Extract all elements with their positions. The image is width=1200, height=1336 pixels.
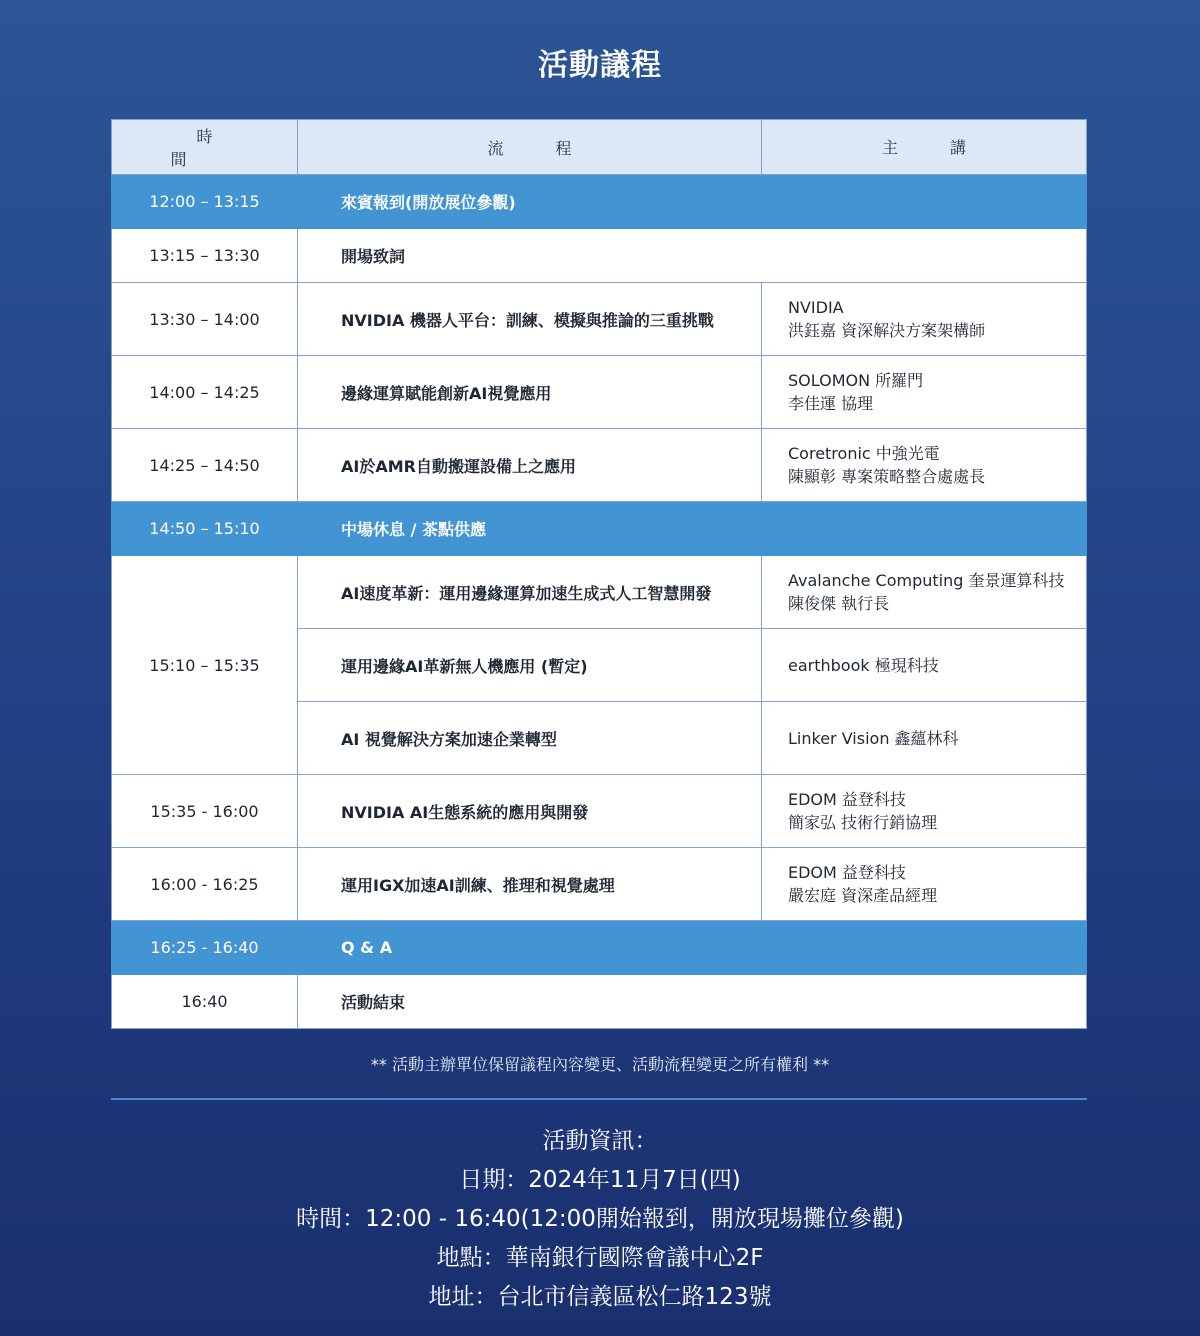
table-row (112, 283, 1087, 356)
speaker-cell (762, 556, 1087, 629)
flow-cell: 運用邊緣AI革新無人機應用 (暫定) (298, 629, 762, 702)
time-cell: 16:25 - 16:40 (112, 921, 298, 975)
table-row (112, 556, 1087, 629)
table-row (112, 356, 1087, 429)
speaker-org: NVIDIA (788, 298, 844, 317)
speaker-org: Coretronic 中強光電 (788, 444, 940, 463)
agenda-table (111, 119, 1087, 1029)
speaker-org: earthbook 極現科技 (788, 655, 939, 675)
table-row (112, 921, 1087, 975)
info-venue: 地點：華南銀行國際會議中心2F (436, 1245, 764, 1271)
info-address: 地址：台北市信義區松仁路123號 (428, 1284, 772, 1310)
flow-cell: 活動結束 (298, 975, 1087, 1029)
speaker-name: 洪鈺嘉 資深解決方案架構師 (788, 321, 986, 340)
header-time: 時間 (112, 120, 298, 175)
time-cell: 14:00 – 14:25 (112, 356, 298, 429)
speaker-name: 李佳運 協理 (788, 394, 874, 413)
header-speaker: 主講 (762, 120, 1087, 175)
time-cell: 14:25 – 14:50 (112, 429, 298, 502)
speaker-org: EDOM 益登科技 (788, 863, 906, 882)
info-heading: 活動資訊： (542, 1128, 658, 1154)
speaker-cell (762, 356, 1087, 429)
flow-cell: AI於AMR自動搬運設備上之應用 (298, 429, 762, 502)
speaker-name: 簡家弘 技術行銷協理 (788, 813, 938, 832)
speaker-name: 陳顯彰 專案策略整合處處長 (788, 467, 986, 486)
table-header-row (112, 120, 1087, 175)
flow-cell: 運用IGX加速AI訓練、推理和視覺處理 (298, 848, 762, 921)
info-date: 日期：2024年11月7日(四) (459, 1167, 741, 1193)
table-row (112, 175, 1087, 229)
table-row (112, 975, 1087, 1029)
flow-cell: 中場休息 / 茶點供應 (298, 502, 1087, 556)
speaker-cell (762, 283, 1087, 356)
time-cell: 12:00 – 13:15 (112, 175, 298, 229)
speaker-org: SOLOMON 所羅門 (788, 371, 924, 390)
page-title: 活動議程 (538, 48, 662, 83)
table-row (112, 775, 1087, 848)
flow-cell: AI速度革新：運用邊緣運算加速生成式人工智慧開發 (298, 556, 762, 629)
time-cell: 13:30 – 14:00 (112, 283, 298, 356)
speaker-cell (762, 848, 1087, 921)
header-flow: 流程 (298, 120, 762, 175)
speaker-name: 陳俊傑 執行長 (788, 594, 890, 613)
flow-cell: NVIDIA AI生態系統的應用與開發 (298, 775, 762, 848)
table-row (112, 848, 1087, 921)
speaker-org: EDOM 益登科技 (788, 790, 906, 809)
flow-cell: 邊緣運算賦能創新AI視覺應用 (298, 356, 762, 429)
table-row (112, 229, 1087, 283)
table-row (112, 502, 1087, 556)
event-info (0, 1122, 1200, 1317)
time-cell: 14:50 – 15:10 (112, 502, 298, 556)
flow-cell: AI 視覺解決方案加速企業轉型 (298, 702, 762, 775)
speaker-cell (762, 629, 1087, 702)
speaker-org: Linker Vision 鑫蘊林科 (788, 728, 959, 748)
time-cell: 15:35 - 16:00 (112, 775, 298, 848)
divider (111, 1098, 1087, 1100)
speaker-cell (762, 775, 1087, 848)
time-cell: 16:00 - 16:25 (112, 848, 298, 921)
time-cell: 15:10 – 15:35 (112, 556, 298, 775)
disclaimer-note: ** 活動主辦單位保留議程內容變更、活動流程變更之所有權利 ** (370, 1055, 830, 1074)
time-cell: 16:40 (112, 975, 298, 1029)
flow-cell: Q & A (298, 921, 1087, 975)
speaker-org: Avalanche Computing 奎景運算科技 (788, 571, 1065, 590)
time-cell: 13:15 – 13:30 (112, 229, 298, 283)
speaker-name: 嚴宏庭 資深產品經理 (788, 886, 938, 905)
info-time: 時間：12:00 - 16:40(12:00開始報到，開放現場攤位參觀) (296, 1206, 904, 1232)
table-row (112, 429, 1087, 502)
flow-cell: NVIDIA 機器人平台：訓練、模擬與推論的三重挑戰 (298, 283, 762, 356)
flow-cell: 開場致詞 (298, 229, 1087, 283)
speaker-cell (762, 702, 1087, 775)
flow-cell: 來賓報到(開放展位參觀) (298, 175, 1087, 229)
speaker-cell (762, 429, 1087, 502)
